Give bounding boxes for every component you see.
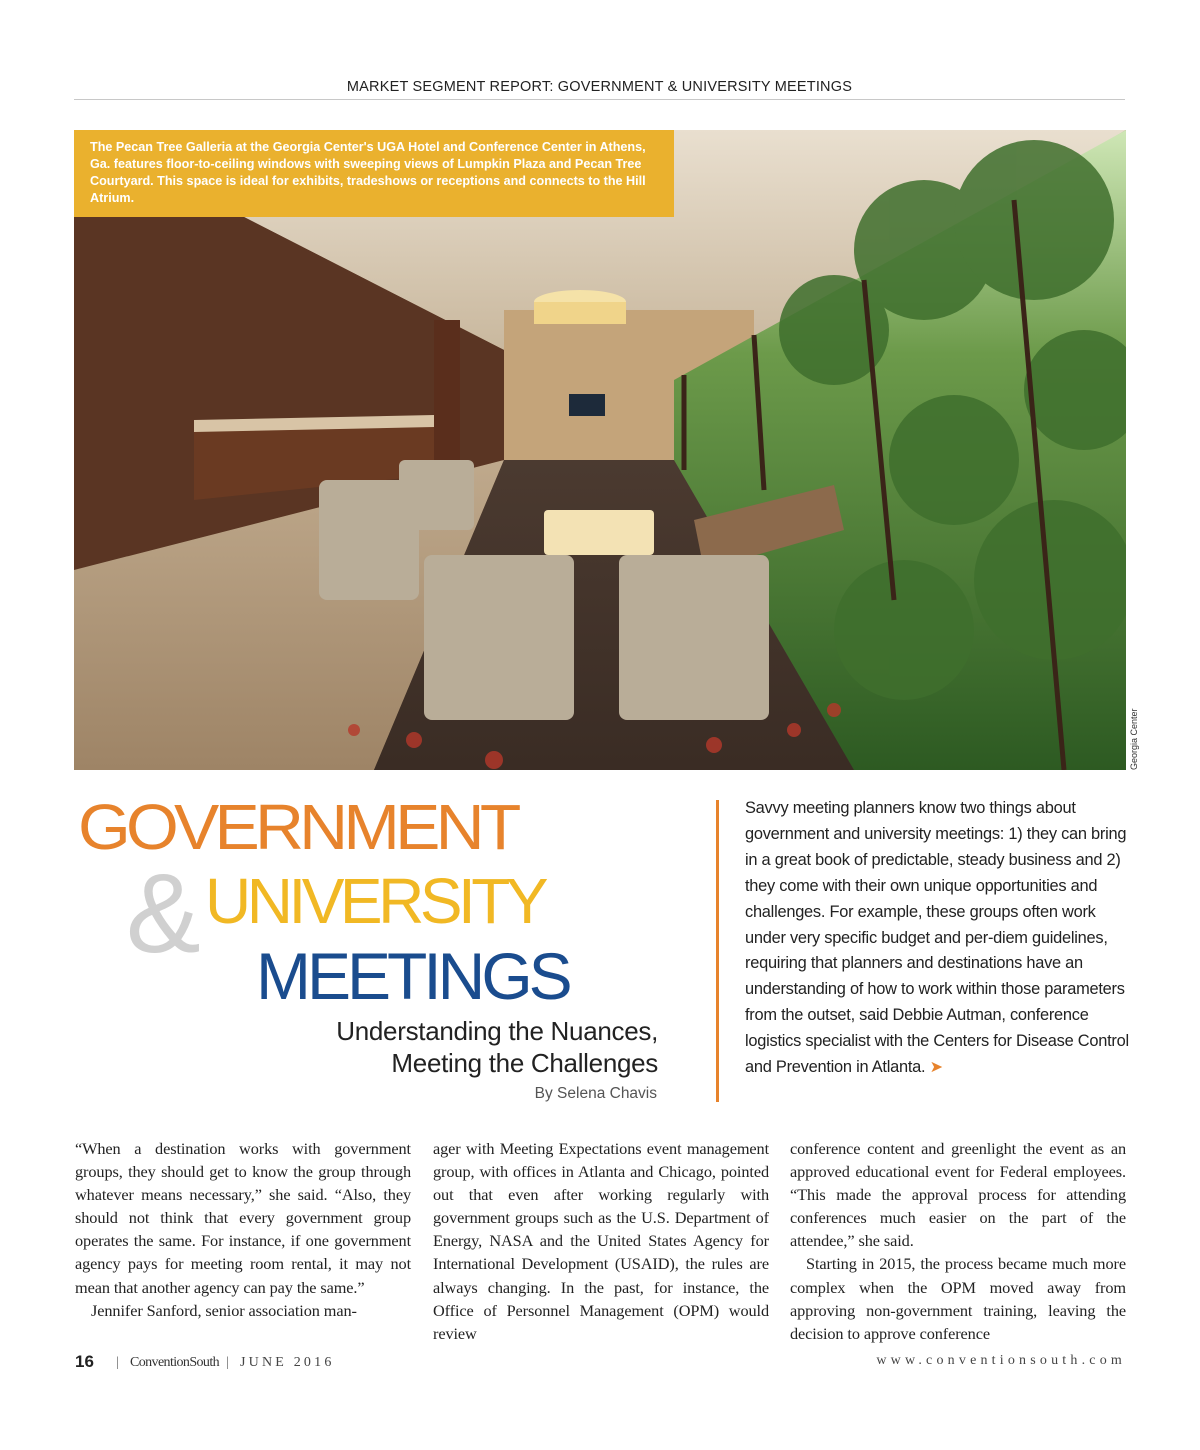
header-rule [74, 99, 1125, 100]
lobby-illustration [74, 130, 1126, 770]
page-number: 16 [75, 1352, 94, 1371]
body-column-2 [433, 1137, 769, 1345]
body-column-1 [75, 1137, 411, 1322]
subtitle-line-1: Understanding the Nuances, [336, 1016, 658, 1046]
photo-caption: The Pecan Tree Galleria at the Georgia Center's UGA Hotel and Conference Center in Athens, Ga. features floor-to-ceiling windows with sweeping views of Lumpkin Plaza and Pecan Tree Courtyard. This space is ideal for exhibits, tradeshows or receptions and connects to the Hill Atrium. [74, 130, 674, 217]
intro-rule [716, 800, 719, 1102]
magazine-name: ConventionSouth [130, 1355, 220, 1370]
hotel-lobby-photo [74, 130, 1126, 770]
paragraph: conference content and greenlight the event as an approved educational event for Federal employees. “This made the approval process for attending conferences much easier on the part of the attendee,” she said. [790, 1139, 1126, 1251]
body-column-3 [790, 1137, 1126, 1345]
paragraph: ager with Meeting Expectations event management group, with offices in Atlanta and Chicago, pointed out that even after working regularly with government groups such as the U.S. Department of Energy, NASA and the United States Agency for International Development (USAID), the rules are always changing. In the past, for instance, the Office of Personnel Management (OPM) would review [433, 1139, 769, 1343]
photo-credit: Georgia Center [1129, 708, 1139, 770]
subtitle-line-2: Meeting the Challenges [391, 1048, 658, 1078]
intro-text: Savvy meeting planners know two things about government and university meetings: 1) they can bring in a great book of predictable, steady business and 2) they come with their own unique opportunities and challenges. For example, these groups often work under very specific budget and per-diem guidelines, requiring that planners and destinations have an understanding of how to work within those parameters from the outset, said Debbie Autman, conference logistics specialist with the Centers for Disease Control and Prevention in Atlanta. [745, 799, 1129, 1077]
issue-date: JUNE 2016 [240, 1355, 335, 1370]
paragraph: Starting in 2015, the process became much more complex when the OPM moved away from approving non-government training, leaving the decision to approve conference [790, 1254, 1126, 1343]
paragraph: “When a destination works with government groups, they should get to know the group through whatever means necessary,” she said. “Also, they should not think that every government group operates the same. For instance, if one government agency pays for meeting room rental, it may not mean that another agency can pay the same.” [75, 1139, 411, 1297]
byline: By Selena Chavis [534, 1085, 657, 1102]
intro-paragraph [745, 796, 1130, 1081]
website-url: www.conventionsouth.com [876, 1353, 1126, 1368]
continue-arrow-icon: ➤ [929, 1059, 943, 1077]
title-meetings: MEETINGS [256, 939, 569, 1013]
title-ampersand: & [126, 851, 195, 976]
footer-separator: | [226, 1355, 229, 1370]
title-government: GOVERNMENT [78, 791, 517, 863]
title-university: UNIVERSITY [205, 865, 545, 937]
footer-separator: | [116, 1355, 119, 1370]
page-footer [75, 1352, 1126, 1372]
subtitle [200, 1015, 658, 1079]
paragraph: Jennifer Sanford, senior association man- [91, 1300, 357, 1320]
running-head: MARKET SEGMENT REPORT: GOVERNMENT & UNIVERSITY MEETINGS [346, 79, 853, 95]
